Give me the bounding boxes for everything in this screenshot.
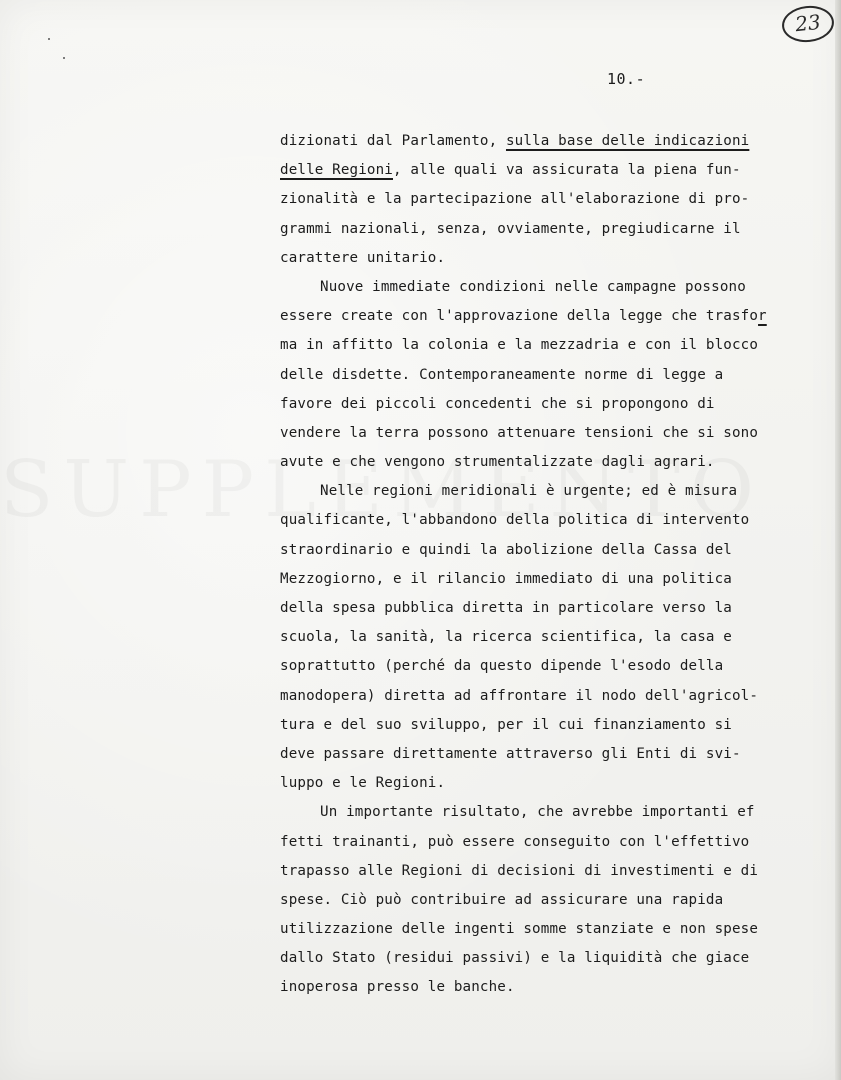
scan-speck <box>63 57 65 59</box>
text-segment: della spesa pubblica diretta in particolare verso la <box>280 600 732 616</box>
text-line <box>280 273 835 302</box>
text-line <box>280 302 835 331</box>
text-line <box>280 857 835 886</box>
text-line <box>280 769 835 798</box>
page-number: 10.- <box>607 70 646 88</box>
paragraph <box>280 127 835 273</box>
text-segment: dizionati dal Parlamento, <box>280 133 506 149</box>
text-line <box>280 331 835 360</box>
text-line <box>280 361 835 390</box>
text-segment: zionalità e la partecipazione all'elaborazione di pro- <box>280 191 750 208</box>
text-segment: ma in affitto la colonia e la mezzadria e con il blocco <box>280 337 759 354</box>
underlined-text: delle Regioni <box>280 162 393 179</box>
text-segment: trapasso alle Regioni di decisioni di investimenti e di <box>280 862 759 879</box>
underlined-text: r <box>758 308 767 325</box>
text-segment: qualificante, l'abbandono della politica di intervento <box>280 512 750 529</box>
paragraph <box>280 477 835 798</box>
text-segment: scuola, la sanità, la ricerca scientifica, la casa e <box>280 629 732 646</box>
text-segment: Nuove immediate condizioni nelle campagne possono <box>320 278 746 295</box>
text-line <box>280 565 835 594</box>
text-segment: grammi nazionali, senza, ovviamente, pregiudicarne il <box>280 220 741 237</box>
text-line <box>280 652 835 681</box>
text-segment: Nelle regioni meridionali è urgente; ed è misura <box>320 483 738 500</box>
text-segment: manodopera) diretta ad affrontare il nodo dell'agricol- <box>280 687 759 704</box>
text-line <box>280 506 835 535</box>
archive-stamp: 23 <box>780 3 835 44</box>
text-line <box>280 623 835 652</box>
text-line <box>280 944 835 973</box>
text-segment: favore dei piccoli concedenti che si propongono di <box>280 395 715 412</box>
text-segment: utilizzazione delle ingenti somme stanziate e non spese <box>280 921 759 938</box>
text-line <box>280 798 835 827</box>
text-segment: soprattutto (perché da questo dipende l'esodo della <box>280 658 724 675</box>
text-segment: fetti trainanti, può essere conseguito con l'effettivo <box>280 833 750 850</box>
text-segment: straordinario e quindi la abolizione della Cassa del <box>280 541 732 558</box>
text-line <box>280 682 835 711</box>
text-segment: luppo e le Regioni. <box>280 775 446 792</box>
text-segment: carattere unitario. <box>280 249 446 266</box>
body-text <box>280 127 835 1003</box>
text-segment: vendere la terra possono attenuare tensioni che si sono <box>280 424 759 441</box>
text-line <box>280 127 835 156</box>
paragraph <box>280 798 835 1002</box>
text-line <box>280 390 835 419</box>
underlined-text: sulla base delle indicazioni <box>505 133 750 149</box>
text-line <box>280 244 835 273</box>
text-line <box>280 740 835 769</box>
text-segment: , alle quali va assicurata la piena fun- <box>393 162 741 179</box>
text-line <box>280 828 835 857</box>
text-line <box>280 886 835 915</box>
text-line <box>280 448 835 477</box>
text-segment: deve passare direttamente attraverso gli Enti di svi- <box>280 745 741 762</box>
scan-speck <box>48 38 50 40</box>
text-segment: avute e che vengono strumentalizzate dagli agrari. <box>280 454 715 471</box>
text-line <box>280 215 835 244</box>
text-line <box>280 915 835 944</box>
text-segment: Mezzogiorno, e il rilancio immediato di una politica <box>280 570 732 587</box>
text-line <box>280 594 835 623</box>
text-line <box>280 419 835 448</box>
text-segment: inoperosa presso le banche. <box>280 979 515 996</box>
page-edge <box>835 0 841 1080</box>
text-line <box>280 477 835 506</box>
text-line <box>280 156 835 185</box>
text-segment: dallo Stato (residui passivi) e la liquidità che giace <box>280 950 750 967</box>
text-line <box>280 536 835 565</box>
text-line <box>280 185 835 214</box>
text-line <box>280 711 835 740</box>
text-line <box>280 973 835 1002</box>
text-segment: essere create con l'approvazione della legge che trasfo <box>280 308 759 325</box>
text-segment: spese. Ciò può contribuire ad assicurare una rapida <box>280 891 724 908</box>
text-segment: tura e del suo sviluppo, per il cui finanziamento si <box>280 716 732 733</box>
text-segment: Un importante risultato, che avrebbe importanti ef <box>320 804 755 821</box>
paragraph <box>280 273 835 477</box>
text-segment: delle disdette. Contemporaneamente norme di legge a <box>280 366 724 383</box>
